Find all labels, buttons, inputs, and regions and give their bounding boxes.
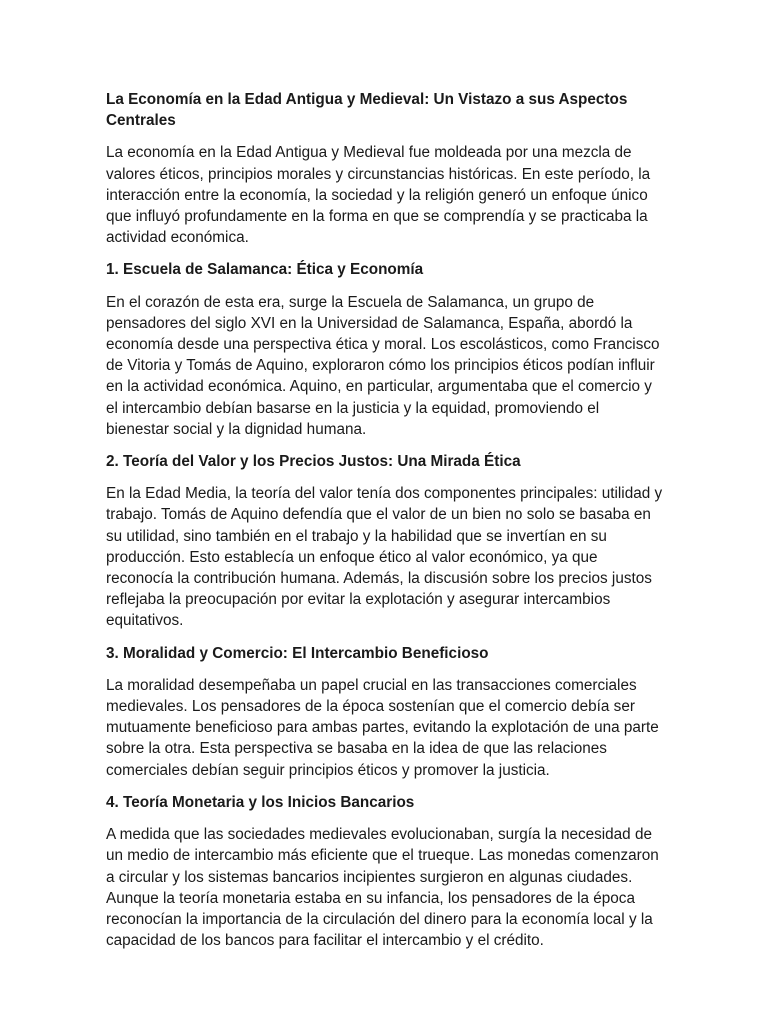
document-page: [106, 89, 666, 962]
document-title: La Economía en la Edad Antigua y Medieval: Un Vistazo a sus Aspectos Centrales: [106, 91, 628, 130]
section-heading-4: 4. Teoría Monetaria y los Inicios Bancarios: [106, 793, 415, 811]
section-heading-2: 2. Teoría del Valor y los Precios Justos: Una Mirada Ética: [106, 453, 521, 471]
section-body-3: La moralidad desempeñaba un papel crucial en las transacciones comerciales medievales. Los pensadores de la época sostenían que el comercio debía ser mutuamente beneficioso para ambas partes, evitando la explotación de una parte sobre la otra. Esta perspectiva se basaba en la idea de que las relaciones comerciales debían seguir principios éticos y promover la justicia.: [106, 676, 659, 779]
section-heading-3: 3. Moralidad y Comercio: El Intercambio Beneficioso: [106, 644, 489, 662]
section-body-2: En la Edad Media, la teoría del valor tenía dos componentes principales: utilidad y trabajo. Tomás de Aquino defendía que el valor de un bien no solo se basaba en su utilidad, sino también en el trabajo y la habilidad que se invertían en su producción. Esto establecía un enfoque ético al valor económico, ya que reconocía la contribución humana. Además, la discusión sobre los precios justos reflejaba la preocupación por evitar la explotación y asegurar intercambios equitativos.: [106, 485, 663, 630]
section-body-4: A medida que las sociedades medievales evolucionaban, surgía la necesidad de un medio de intercambio más eficiente que el trueque. Las monedas comenzaron a circular y los sistemas bancarios incipientes surgieron en algunas ciudades. Aunque la teoría monetaria estaba en su infancia, los pensadores de la época reconocían la importancia de la circulación del dinero para la economía local y la capacidad de los bancos para facilitar el intercambio y el crédito.: [106, 826, 659, 950]
section-heading-1: 1. Escuela de Salamanca: Ética y Economía: [106, 261, 424, 279]
section-body-1: En el corazón de esta era, surge la Escuela de Salamanca, un grupo de pensadores del siglo XVI en la Universidad de Salamanca, España, abordó la economía desde una perspectiva ética y moral. Los escolásticos, como Francisco de Vitoria y Tomás de Aquino, exploraron cómo los principios éticos podían influir en la actividad económica. Aquino, en particular, argumentaba que el comercio y el intercambio debían basarse en la justicia y la equidad, promoviendo el bienestar social y la dignidad humana.: [106, 293, 660, 438]
intro-paragraph: La economía en la Edad Antigua y Medieval fue moldeada por una mezcla de valores éticos, principios morales y circunstancias históricas. En este período, la interacción entre la economía, la sociedad y la religión generó un enfoque único que influyó profundamente en la forma en que se comprendía y se practicaba la actividad económica.: [106, 144, 651, 247]
